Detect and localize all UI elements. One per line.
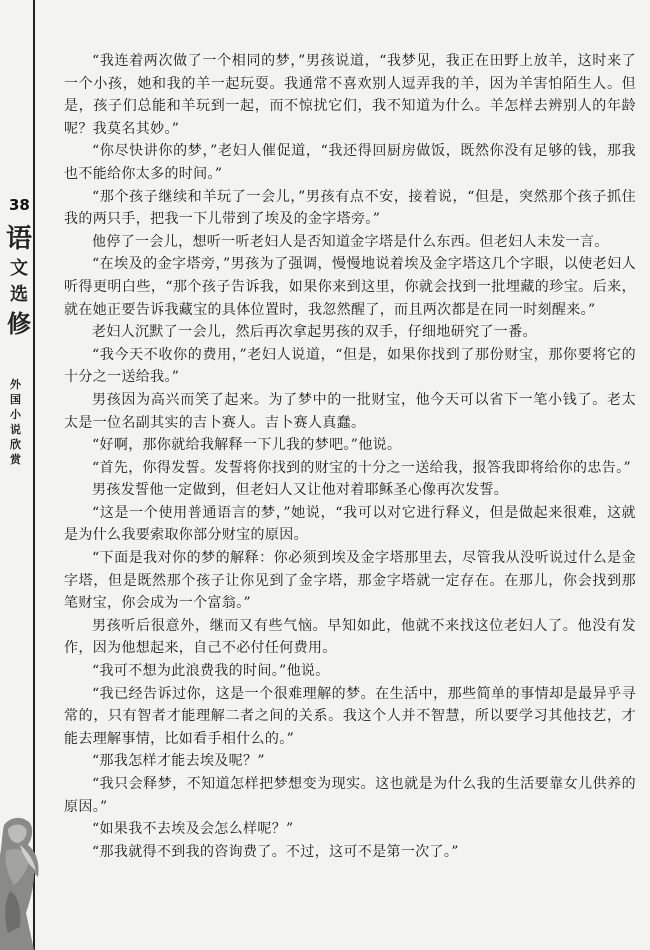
paragraph: “首先，你得发誓。发誓将你找到的财宝的十分之一送给我，报答我即将给你的忠告。” — [92, 459, 631, 476]
series-char-2: 文 — [10, 258, 28, 279]
paragraph: “你尽快讲你的梦，”老妇人催促道，“我还得回厨房做饭，既然你没有足够的钱，那我也不能给你太多的时间。” — [64, 143, 636, 182]
paragraph: “我只会释梦，不知道怎样把梦想变为现实。这也就是为什么我的生活要靠女儿供养的原因。” — [64, 776, 636, 815]
paragraph: “我今天不收你的费用，”老妇人说道，“但是，如果你找到了那份财宝，那你要将它的十分之一送给我。” — [64, 346, 636, 386]
paragraph: 男孩听后很意外，继而又有些气恼。早知如此，他就不来找这位老妇人了。他没有发作，因为他想起来，自己不必付任何费用。 — [64, 617, 636, 657]
paragraph: 老妇人沉默了一会儿，然后再次拿起男孩的双手，仔细地研究了一番。 — [92, 324, 537, 341]
angel-statue-icon — [0, 815, 40, 950]
paragraph: “那我怎样才能去埃及呢？” — [92, 753, 265, 770]
series-char-1: 语 — [6, 224, 33, 254]
paragraph: “我可不想为此浪费我的时间。”他说。 — [92, 663, 330, 680]
paragraph: “下面是我对你的梦的解释：你必须到埃及金字塔那里去，尽管我从没听说过什么是金字塔，但是既然那个孩子让你见到了金字塔，那金字塔就一定存在。在那儿，你会找到那笔财宝，你会成为一个富翁。” — [64, 550, 636, 612]
page-sidebar — [0, 0, 35, 950]
paragraph: 他停了一会儿，想听一听老妇人是否知道金字塔是什么东西。但老妇人未发一言。 — [92, 233, 609, 250]
paragraph: “好啊，那你就给我解释一下儿我的梦吧。”他说。 — [92, 437, 402, 454]
page-number: 38 — [9, 196, 30, 214]
paragraph: “我已经告诉过你，这是一个很难理解的梦。在生活中，那些简单的事情却是最异乎寻常的，只有智者才能理解二者之间的关系。我这个人并不智慧，所以要学习其他技艺，才能去理解事情，比如看手相什么的。” — [64, 685, 636, 747]
paragraph: 男孩发誓他一定做到，但老妇人又让他对着耶稣圣心像再次发誓。 — [92, 482, 509, 499]
paragraph: “那个孩子继续和羊玩了一会儿，”男孩有点不安，接着说，“但是，突然那个孩子抓住我的两只手，把我一下儿带到了埃及的金字塔旁。” — [64, 188, 636, 228]
article-body — [64, 50, 636, 863]
paragraph: “那我就得不到我的咨询费了。不过，这可不是第一次了。” — [92, 843, 459, 860]
paragraph: “这是一个使用普通语言的梦，”她说，“我可以对它进行释义，但是做起来很难，这就是为什么我要索取你部分财宝的原因。 — [64, 504, 636, 544]
paragraph: “我连着两次做了一个相同的梦，”男孩说道，“我梦见，我正在田野上放羊，这时来了一个小孩，她和我的羊一起玩耍。我通常不喜欢别人逗弄我的羊，因为羊害怕陌生人。但是，孩子们总能和羊玩到一起，而不惊扰它们，我不知道为什么。羊怎样去辨别人的年龄呢？我莫名其妙。” — [64, 53, 636, 137]
series-char-4: 修 — [7, 309, 31, 338]
paragraph: 男孩因为高兴而笑了起来。为了梦中的一批财宝，他今天可以省下一笔小钱了。老太太是一位名副其实的吉卜赛人。吉卜赛人真蠢。 — [64, 391, 636, 431]
book-subtitle: 外国小说欣赏 — [10, 378, 21, 466]
series-char-3: 选 — [10, 284, 28, 305]
paragraph: “如果我不去埃及会怎么样呢？” — [92, 821, 294, 838]
series-title — [6, 226, 32, 336]
paragraph: “在埃及的金字塔旁，”男孩为了强调，慢慢地说着埃及金字塔这几个字眼，以使老妇人听得更明白些，“那个孩子告诉我，如果你来到这里，你就会找到一批埋藏的珍宝。后来，就在她正要告诉我藏宝的具体位置时，我忽然醒了，而且两次都是在同一时刻醒来。” — [64, 256, 636, 318]
